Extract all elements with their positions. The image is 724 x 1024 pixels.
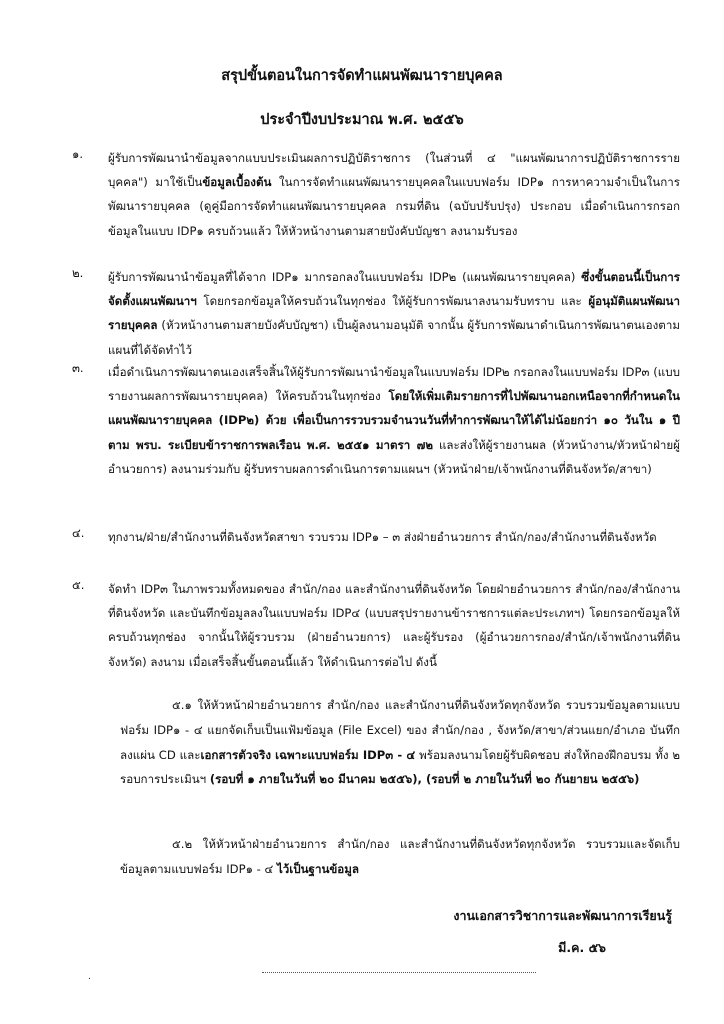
footer-mark: . xyxy=(88,972,91,982)
item-number: ๒. xyxy=(72,266,84,280)
signature-organization: งานเอกสารวิชาการและพัฒนาการเรียนรู้ xyxy=(453,908,672,923)
item-number: ๔. xyxy=(72,526,85,540)
item-text: ผู้รับการพัฒนานำข้อมูลจากแบบประเมินผลการปฏิบัติราชการ (ในส่วนที่ ๔ "แผนพัฒนาการปฏิบัติราชการรายบุคคล") มาใช้เป็นข้อมูลเบื้องต้น ในการจัดทำแผนพัฒนารายบุคคลในแบบฟอร์ม IDP๑ การหาความจำเป็นในการพัฒนารายบุคคล (ดูคู่มือการจัดทำแผนพัฒนารายบุคคล กรมที่ดิน (ฉบับปรับปรุง) ประกอบ เมื่อดำเนินการกรอกข้อมูลในแบบ IDP๑ ครบถ้วนแล้ว ให้หัวหน้างานตามสายบังคับบัญชา ลงนามรับรอง xyxy=(108,151,680,238)
item-number: ๓. xyxy=(72,361,84,375)
document-title: สรุปขั้นตอนในการจัดทำแผนพัฒนารายบุคคล xyxy=(221,68,503,84)
item-number: ๑. xyxy=(72,147,84,161)
footer-divider xyxy=(262,972,536,973)
list-item-1 xyxy=(72,146,680,243)
sub-item-text: ๕.๑ ให้หัวหน้าฝ่ายอำนวยการ สำนัก/กอง และสำนักงานที่ดินจังหวัดทุกจังหวัด รวบรวมข้อมูลตามแบบฟอร์ม IDP๑ - ๔ แยกจัดเก็บเป็นแฟ้มข้อมูล (File Excel) ของ สำนัก/กอง , จังหวัด/สาขา/ส่วนแยก/อำเภอ บันทึกลงแผ่น CD และเอกสารตัวจริง เฉพาะแบบฟอร์ม IDP๓ - ๔ พร้อมลงนามโดยผู้รับผิดชอบ ส่งให้กองฝึกอบรม ทั้ง ๒ รอบการประเมินฯ (รอบที่ ๑ ภายในวันที่ ๒๐ มีนาคม ๒๕๕๖), (รอบที่ ๒ ภายในวันที่ ๒๐ กันยายน ๒๕๕๖) xyxy=(120,698,681,787)
sub-item-5-1 xyxy=(120,693,680,792)
list-item-4 xyxy=(72,525,680,549)
list-item-3 xyxy=(72,360,680,481)
item-text: ผู้รับการพัฒนานำข้อมูลที่ได้จาก IDP๑ มากรอกลงในแบบฟอร์ม IDP๒ (แผนพัฒนารายบุคคล) ซึ่งขั้นตอนนี้เป็นการจัดตั้งแผนพัฒนาฯ โดยกรอกข้อมูลให้ครบถ้วนในทุกช่อง ให้ผู้รับการพัฒนาลงนามรับทราบ และ ผู้อนุมัติแผนพัฒนารายบุคคล (หัวหน้างานตามสายบังคับบัญชา) เป็นผู้ลงนามอนุมัติ จากนั้น ผู้รับการพัฒนาดำเนินการพัฒนาตนเองตามแผนที่ได้จัดทำไว้ xyxy=(108,270,680,357)
list-item-2 xyxy=(72,265,680,362)
item-text: เมื่อดำเนินการพัฒนาตนเองเสร็จสิ้นให้ผู้รับการพัฒนานำข้อมูลในแบบฟอร์ม IDP๒ กรอกลงในแบบฟอร์ม IDP๓ (แบบรายงานผลการพัฒนารายบุคคล) ให้ครบถ้วนในทุกช่อง โดยให้เพิ่มเติมรายการที่ไปพัฒนานอกเหนือจากที่กำหนดในแผนพัฒนารายบุคคล (IDP๒) ด้วย เพื่อเป็นการรวบรวมจำนวนวันที่ทำการพัฒนาให้ได้ไม่น้อยกว่า ๑๐ วันใน ๑ ปี ตาม พรบ. ระเบียบข้าราชการพลเรือน พ.ศ. ๒๕๕๑ มาตรา ๗๒ และส่งให้ผู้รายงานผล (หัวหน้างาน/หัวหน้าฝ่ายผู้อำนวยการ) ลงนามร่วมกับ ผู้รับทราบผลการดำเนินการตามแผนฯ (หัวหน้าฝ่าย/เจ้าพนักงานที่ดินจังหวัด/สาขา) xyxy=(108,365,680,476)
item-text: จัดทำ IDP๓ ในภาพรวมทั้งหมดของ สำนัก/กอง และสำนักงานที่ดินจังหวัด โดยฝ่ายอำนวยการ สำนัก/กอง/สำนักงานที่ดินจังหวัด และบันทึกข้อมูลลงในแบบฟอร์ม IDP๔ (แบบสรุปรายงานข้าราชการแต่ละประเภทฯ) โดยกรอกข้อมูลให้ครบถ้วนทุกช่อง จากนั้นให้ผู้รวบรวม (ฝ่ายอำนวยการ) และผู้รับรอง (ผู้อำนวยการกอง/สำนัก/เจ้าพนักงานที่ดินจังหวัด) ลงนาม เมื่อเสร็จสิ้นขั้นตอนนี้แล้ว ให้ดำเนินการต่อไป ดังนี้ xyxy=(108,582,680,669)
signature-date: มี.ค. ๕๖ xyxy=(558,940,606,955)
document-subtitle: ประจำปีงบประมาณ พ.ศ. ๒๕๕๖ xyxy=(260,112,464,128)
sub-item-5-2 xyxy=(120,832,680,882)
sub-item-text: ๕.๒ ให้หัวหน้าฝ่ายอำนวยการ สำนัก/กอง และสำนักงานที่ดินจังหวัดทุกจังหวัด รวบรวมและจัดเก็บข้อมูลตามแบบฟอร์ม IDP๑ - ๔ ไว้เป็นฐานข้อมูล xyxy=(120,837,680,876)
list-item-5 xyxy=(72,577,680,674)
item-text: ทุกงาน/ฝ่าย/สำนักงานที่ดินจังหวัดสาขา รวบรวม IDP๑ – ๓ ส่งฝ่ายอำนวยการ สำนัก/กอง/สำนักงานที่ดินจังหวัด xyxy=(108,530,657,544)
item-number: ๕. xyxy=(72,578,85,592)
